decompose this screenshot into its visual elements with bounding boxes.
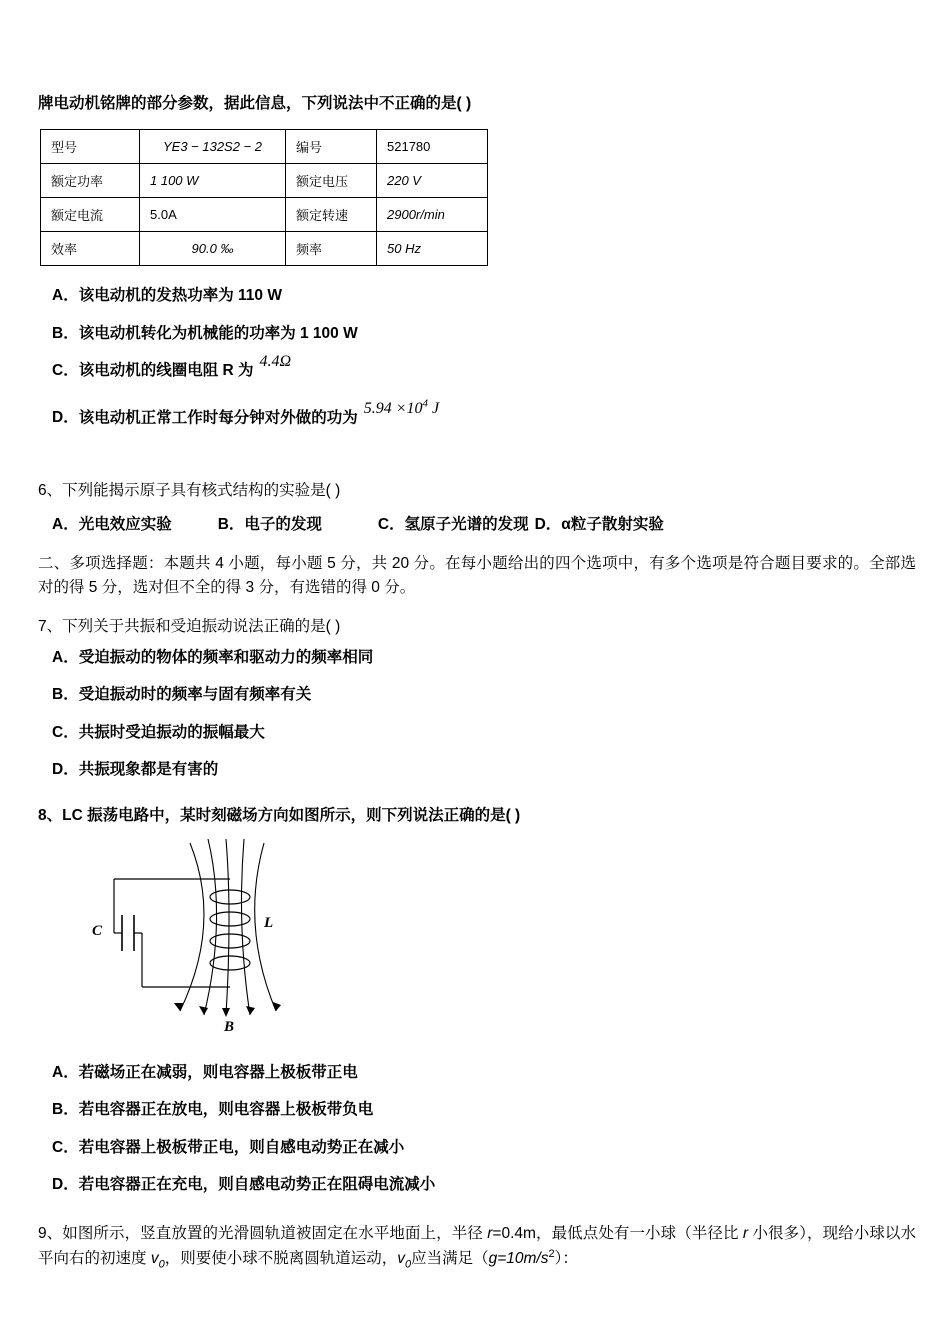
option-text: 该电动机的发热功率为 110 W bbox=[78, 287, 282, 305]
option-text: 共振现象都是有害的 bbox=[78, 760, 219, 778]
question9-text: 9、如图所示，竖直放置的光滑圆轨道被固定在水平地面上，半径 r=0.4m，最低点处有一小球（半径比 r 小很多），现给小球以水平向右的初速度 $v_0$，则要使小球不脱离圆轨道运动，$v_0$应当满足$(g=10m/s^2)$： bbox=[38, 1225, 916, 1271]
option-c[interactable] bbox=[52, 1136, 916, 1159]
option-tag: C． bbox=[52, 361, 79, 379]
cell-label: 型号 bbox=[41, 130, 140, 164]
cell-label: 额定转速 bbox=[286, 198, 377, 232]
option-a[interactable]: A．光电效应实验 bbox=[52, 516, 172, 534]
option-text: 受迫振动时的频率与固有频率有关 bbox=[78, 686, 312, 704]
option-d[interactable] bbox=[52, 758, 916, 781]
table-row bbox=[41, 232, 488, 266]
lc-circuit-diagram bbox=[78, 839, 378, 1039]
section2-instructions: 二、多项选择题：本题共 4 小题，每小题 5 分，共 20 分。在每小题给出的四个选项中，有多个选项是符合题目要求的。全部选对的得 5 分，选对但不全的得 3 分，有选错的得 0 分。 bbox=[38, 555, 916, 597]
question8-head: 8、LC 振荡电路中，某时刻磁场方向如图所示，则下列说法正确的是( ) bbox=[38, 807, 521, 825]
cell-value: 90.0 ‰ bbox=[140, 232, 286, 266]
inductor-label: L bbox=[264, 915, 274, 932]
option-text: 若磁场正在减弱，则电容器上极板带正电 bbox=[78, 1064, 358, 1082]
table-row bbox=[41, 198, 488, 232]
question8-options bbox=[38, 1061, 916, 1196]
option-c[interactable] bbox=[52, 721, 916, 744]
option-text: 该电动机转化为机械能的功率为 1 100 W bbox=[78, 324, 358, 342]
cell-value: YE3 − 132S2 − 2 bbox=[140, 130, 286, 164]
option-tag: D． bbox=[52, 760, 79, 778]
option-text: 若电容器正在充电，则自感电动势正在阻碍电流减小 bbox=[78, 1175, 436, 1193]
cell-value: 5.0A bbox=[140, 198, 286, 232]
option-text: 受迫振动的物体的频率和驱动力的频率相同 bbox=[78, 649, 374, 667]
option-text: 该电动机的线圈电阻 R 为 bbox=[78, 361, 254, 379]
option-a[interactable] bbox=[52, 646, 916, 669]
option-c[interactable] bbox=[52, 352, 916, 383]
option-tag: A． bbox=[52, 649, 79, 667]
option-b[interactable] bbox=[52, 683, 916, 706]
option-tag: D． bbox=[52, 1175, 79, 1193]
option-text: 若电容器上极板带正电，则自感电动势正在减小 bbox=[78, 1138, 405, 1156]
question6-head: 6、下列能揭示原子具有核式结构的实验是( ) bbox=[38, 482, 341, 500]
table-row bbox=[41, 164, 488, 198]
radius-symbol-2: r bbox=[742, 1225, 749, 1243]
cell-value: 521780 bbox=[377, 130, 488, 164]
table-row bbox=[41, 130, 488, 164]
gravity-expression: g=10m/s bbox=[488, 1250, 549, 1268]
option-a[interactable] bbox=[52, 1061, 916, 1084]
gravity-exponent: 2 bbox=[548, 1248, 555, 1261]
option-text: 该电动机正常工作时每分钟对外做的功为 bbox=[78, 409, 358, 427]
cell-value: 2900r/min bbox=[377, 198, 488, 232]
option-c[interactable]: C．氢原子光谱的发现 bbox=[377, 516, 529, 534]
cell-label: 额定电流 bbox=[41, 198, 140, 232]
velocity-subscript-2: 0 bbox=[404, 1258, 412, 1271]
cell-value: 50 Hz bbox=[377, 232, 488, 266]
option-tag: B． bbox=[52, 686, 79, 704]
cell-label: 额定功率 bbox=[41, 164, 140, 198]
motor-nameplate-table bbox=[40, 129, 488, 266]
option-d[interactable] bbox=[52, 1173, 916, 1196]
question5-stem: 牌电动机铭牌的部分参数，据此信息，下列说法中不正确的是( ) bbox=[38, 95, 472, 112]
capacitor-label: C bbox=[92, 923, 103, 940]
option-d[interactable] bbox=[52, 397, 916, 430]
option-c-math: 4.4Ω bbox=[259, 352, 292, 370]
question5-options bbox=[38, 284, 916, 430]
option-text: 共振时受迫振动的振幅最大 bbox=[78, 723, 265, 741]
option-text: 若电容器正在放电，则电容器上极板带负电 bbox=[78, 1101, 374, 1119]
option-tag: B． bbox=[52, 324, 79, 342]
cell-value: 220 V bbox=[377, 164, 488, 198]
option-b[interactable] bbox=[52, 322, 916, 345]
cell-value: 1 100 W bbox=[140, 164, 286, 198]
radius-symbol: r bbox=[487, 1225, 493, 1243]
option-d[interactable]: D．α粒子散射实验 bbox=[534, 516, 664, 534]
velocity-subscript: 0 bbox=[158, 1258, 165, 1271]
page-content bbox=[38, 92, 916, 1273]
option-tag: B． bbox=[52, 1101, 79, 1119]
option-d-math: $5.94 \times 10^4$ J bbox=[363, 397, 440, 418]
lc-circuit-figure bbox=[78, 839, 378, 1039]
question6-options bbox=[52, 512, 916, 534]
option-a[interactable] bbox=[52, 284, 916, 307]
option-tag: C． bbox=[52, 1138, 79, 1156]
velocity-symbol: v bbox=[150, 1250, 159, 1268]
option-tag: A． bbox=[52, 287, 79, 305]
velocity-symbol-2: v bbox=[397, 1250, 405, 1268]
cell-label: 频率 bbox=[286, 232, 377, 266]
option-tag: A． bbox=[52, 1064, 79, 1082]
question7-head: 7、下列关于共振和受迫振动说法正确的是( ) bbox=[38, 618, 341, 636]
option-b[interactable] bbox=[52, 1098, 916, 1121]
option-tag: C． bbox=[52, 723, 79, 741]
cell-label: 编号 bbox=[286, 130, 377, 164]
option-b[interactable]: B．电子的发现 bbox=[217, 516, 322, 534]
cell-label: 额定电压 bbox=[286, 164, 377, 198]
question7-options bbox=[38, 646, 916, 781]
cell-label: 效率 bbox=[41, 232, 140, 266]
magnetic-field-label: B bbox=[224, 1019, 235, 1036]
option-tag: D． bbox=[52, 409, 79, 427]
